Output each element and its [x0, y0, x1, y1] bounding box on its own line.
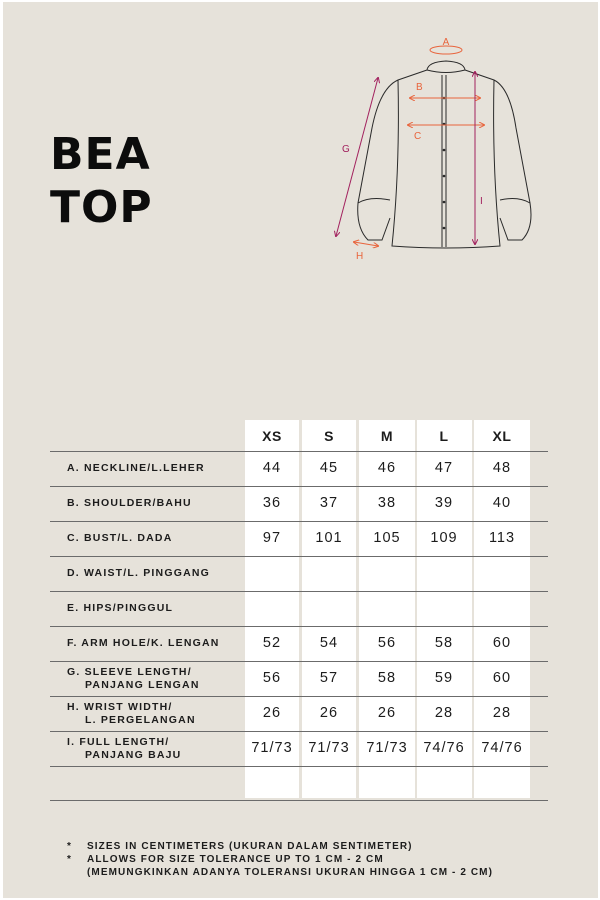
- row-label-line-1: H. WRIST WIDTH/: [67, 700, 173, 713]
- table-cell: 38: [377, 494, 397, 511]
- row-divider: [50, 486, 548, 487]
- table-cell: 71/73: [251, 739, 293, 756]
- garment-measurement-diagram: [320, 28, 550, 268]
- note-line-3: [67, 866, 493, 879]
- table-cell: 26: [319, 704, 339, 721]
- product-title-line-1: BEA: [50, 129, 151, 180]
- note-text-2: ALLOWS FOR SIZE TOLERANCE UP TO 1 CM - 2 CM: [87, 854, 384, 865]
- row-label-line-1: I. FULL LENGTH/: [67, 735, 170, 748]
- row-label-line-2: PANJANG LENGAN: [85, 678, 200, 691]
- row-divider: [50, 731, 548, 732]
- note-text-1: SIZES IN CENTIMETERS (UKURAN DALAM SENTIMETER): [87, 841, 413, 852]
- row-label-line-1: G. SLEEVE LENGTH/: [67, 665, 192, 678]
- row-label-line-1: A. NECKLINE/L.LEHER: [67, 461, 205, 474]
- row-divider: [50, 661, 548, 662]
- row-label: [67, 532, 173, 545]
- row-label-line-1: F. ARM HOLE/K. LENGAN: [67, 636, 220, 649]
- table-cell: 45: [319, 459, 339, 476]
- table-cell: 46: [377, 459, 397, 476]
- product-title: [50, 128, 153, 234]
- table-cell: 74/76: [423, 739, 465, 756]
- table-cell: 44: [262, 459, 282, 476]
- row-label: [67, 567, 210, 580]
- table-cell: 105: [373, 529, 401, 546]
- table-cell: 28: [434, 704, 454, 721]
- table-cell: 74/76: [481, 739, 523, 756]
- label-a: A: [442, 37, 450, 48]
- table-cell: 59: [434, 669, 454, 686]
- table-cell: 60: [492, 669, 512, 686]
- row-label: [67, 701, 196, 727]
- row-label: [67, 637, 220, 650]
- label-b: B: [416, 82, 423, 93]
- table-cell: 56: [262, 669, 282, 686]
- size-header-s: S: [324, 428, 334, 444]
- table-cell: 54: [319, 634, 339, 651]
- table-cell: 60: [492, 634, 512, 651]
- row-divider: [50, 451, 548, 452]
- row-label: [67, 666, 200, 692]
- table-cell: 58: [377, 669, 397, 686]
- note-bullet-1: *: [67, 841, 72, 852]
- row-label: [67, 602, 173, 615]
- row-label-line-2: L. PERGELANGAN: [85, 713, 196, 726]
- table-cell: 48: [492, 459, 512, 476]
- table-cell: 101: [315, 529, 343, 546]
- table-cell: 47: [434, 459, 454, 476]
- note-line-2: [67, 853, 493, 866]
- row-divider: [50, 766, 548, 767]
- product-title-line-2: TOP: [50, 182, 153, 233]
- size-header-m: M: [380, 428, 394, 444]
- label-i: I: [480, 196, 483, 207]
- row-label-line-1: C. BUST/L. DADA: [67, 531, 173, 544]
- table-cell: 56: [377, 634, 397, 651]
- table-cell: 40: [492, 494, 512, 511]
- shirt-outline: [358, 61, 531, 248]
- table-cell: 26: [262, 704, 282, 721]
- label-c: C: [414, 131, 422, 142]
- table-cell: 52: [262, 634, 282, 651]
- size-header-xl: XL: [492, 428, 512, 444]
- table-cell: 57: [319, 669, 339, 686]
- table-cell: 28: [492, 704, 512, 721]
- table-cell: 58: [434, 634, 454, 651]
- row-divider: [50, 556, 548, 557]
- note-line-1: [67, 840, 493, 853]
- table-cell: 109: [430, 529, 458, 546]
- size-header-xs: XS: [262, 428, 282, 444]
- wrist-arrow: [354, 242, 378, 246]
- table-cell: 39: [434, 494, 454, 511]
- row-label-line-2: PANJANG BAJU: [85, 748, 182, 761]
- buttons: [443, 97, 446, 230]
- row-label: [67, 736, 181, 762]
- row-label: [67, 462, 205, 475]
- row-divider: [50, 521, 548, 522]
- row-label-line-1: E. HIPS/PINGGUL: [67, 601, 174, 614]
- row-divider: [50, 800, 548, 801]
- row-label-line-1: D. WAIST/L. PINGGANG: [67, 566, 211, 579]
- size-notes: [67, 840, 493, 879]
- row-divider: [50, 626, 548, 627]
- row-divider: [50, 591, 548, 592]
- label-h: H: [356, 251, 364, 262]
- sleeve-arrow: [336, 78, 378, 236]
- note-bullet-2: *: [67, 854, 72, 865]
- table-cell: 71/73: [366, 739, 408, 756]
- table-cell: 113: [488, 529, 516, 546]
- label-g: G: [342, 144, 350, 155]
- table-cell: 36: [262, 494, 282, 511]
- row-divider: [50, 696, 548, 697]
- row-label-line-1: B. SHOULDER/BAHU: [67, 496, 192, 509]
- size-header-l: L: [439, 428, 449, 444]
- row-label: [67, 497, 192, 510]
- table-cell: 71/73: [308, 739, 350, 756]
- table-cell: 97: [262, 529, 282, 546]
- table-cell: 26: [377, 704, 397, 721]
- note-text-3: (MEMUNGKINKAN ADANYA TOLERANSI UKURAN HINGGA 1 CM - 2 CM): [87, 867, 494, 878]
- table-cell: 37: [319, 494, 339, 511]
